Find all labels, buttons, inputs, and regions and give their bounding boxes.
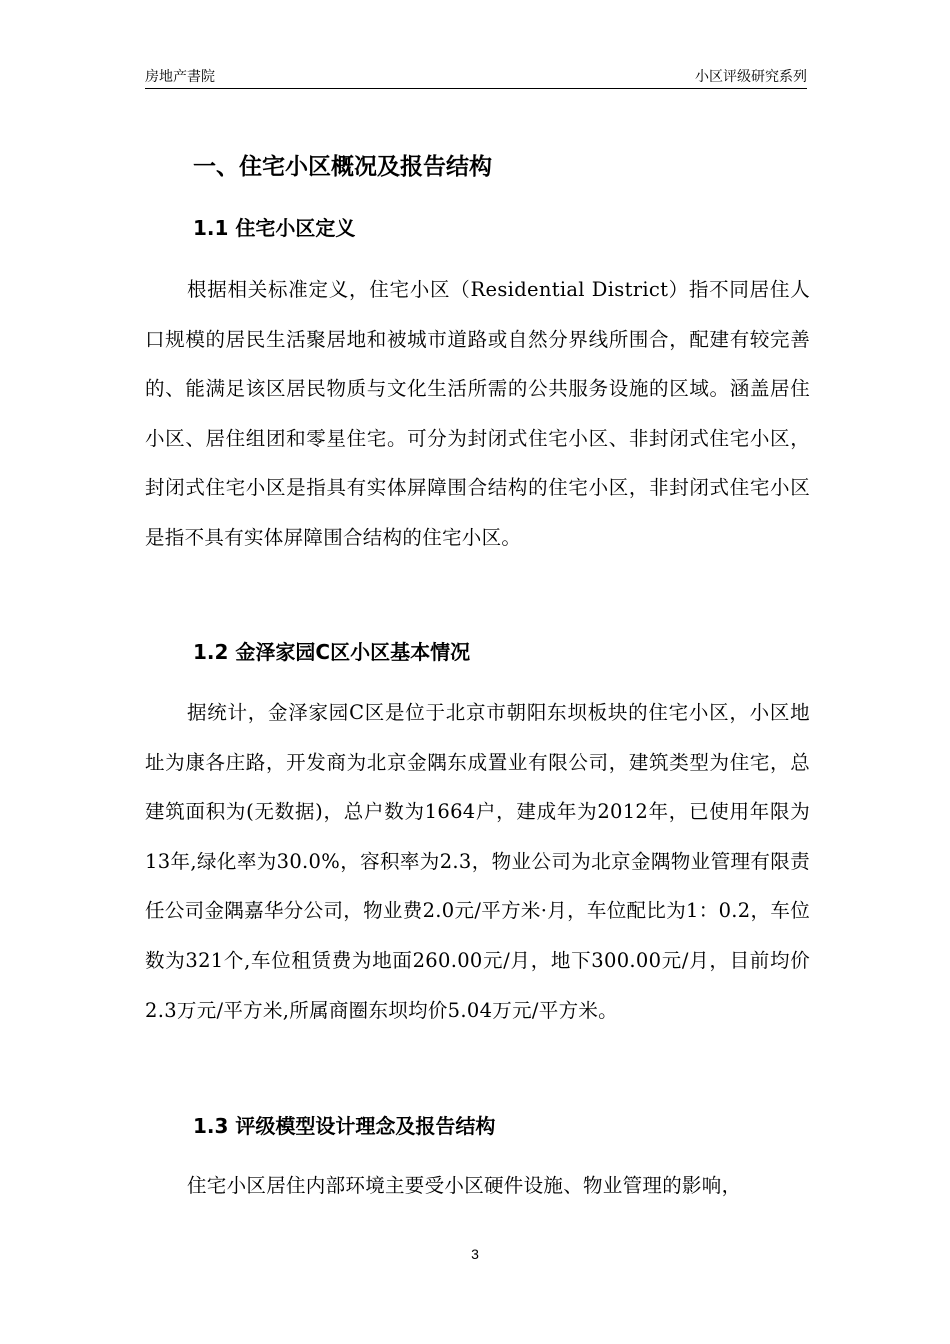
paragraph-definition: 根据相关标准定义，住宅小区（Residential District）指不同居住人口规模的居民生活聚居地和被城市道路或自然分界线所围合，配建有较完善的、能满足该区居民物质与文化生活所需的公共服务设施的区域。涵盖居住小区、居住组团和零星住宅。可分为封闭式住宅小区、非封闭式住宅小区，封闭式住宅小区是指具有实体屏障围合结构的住宅小区，非封闭式住宅小区是指不具有实体屏障围合结构的住宅小区。 bbox=[145, 278, 810, 549]
paragraph-basic-info: 据统计，金泽家园C区是位于北京市朝阳东坝板块的住宅小区，小区地址为康各庄路，开发商为北京金隅东成置业有限公司，建筑类型为住宅，总建筑面积为(无数据)，总户数为1664户，建成年为2012年，已使用年限为13年,绿化率为30.0%，容积率为2.3，物业公司为北京金隅物业管理有限责任公司金隅嘉华分公司，物业费2.0元/平方米·月，车位配比为1：0.2，车位数为321个,车位租赁费为地面260.00元/月，地下300.00元/月，目前均价2.3万元/平方米,所属商圈东坝均价5.04万元/平方米。 bbox=[145, 701, 810, 1022]
subsection-heading-1-3: 1.3 评级模型设计理念及报告结构 bbox=[193, 1114, 496, 1138]
page-number: 3 bbox=[471, 1246, 479, 1262]
header-series-title: 小区评级研究系列 bbox=[695, 69, 807, 85]
subsection-heading-1-2: 1.2 金泽家园C区小区基本情况 bbox=[193, 640, 471, 664]
page-header bbox=[145, 62, 807, 89]
header-publisher: 房地产書院 bbox=[145, 69, 215, 85]
section-title: 一、住宅小区概况及报告结构 bbox=[193, 154, 492, 180]
subsection-heading-1-1: 1.1 住宅小区定义 bbox=[193, 216, 356, 240]
paragraph-model-design: 住宅小区居住内部环境主要受小区硬件设施、物业管理的影响， bbox=[187, 1174, 742, 1197]
